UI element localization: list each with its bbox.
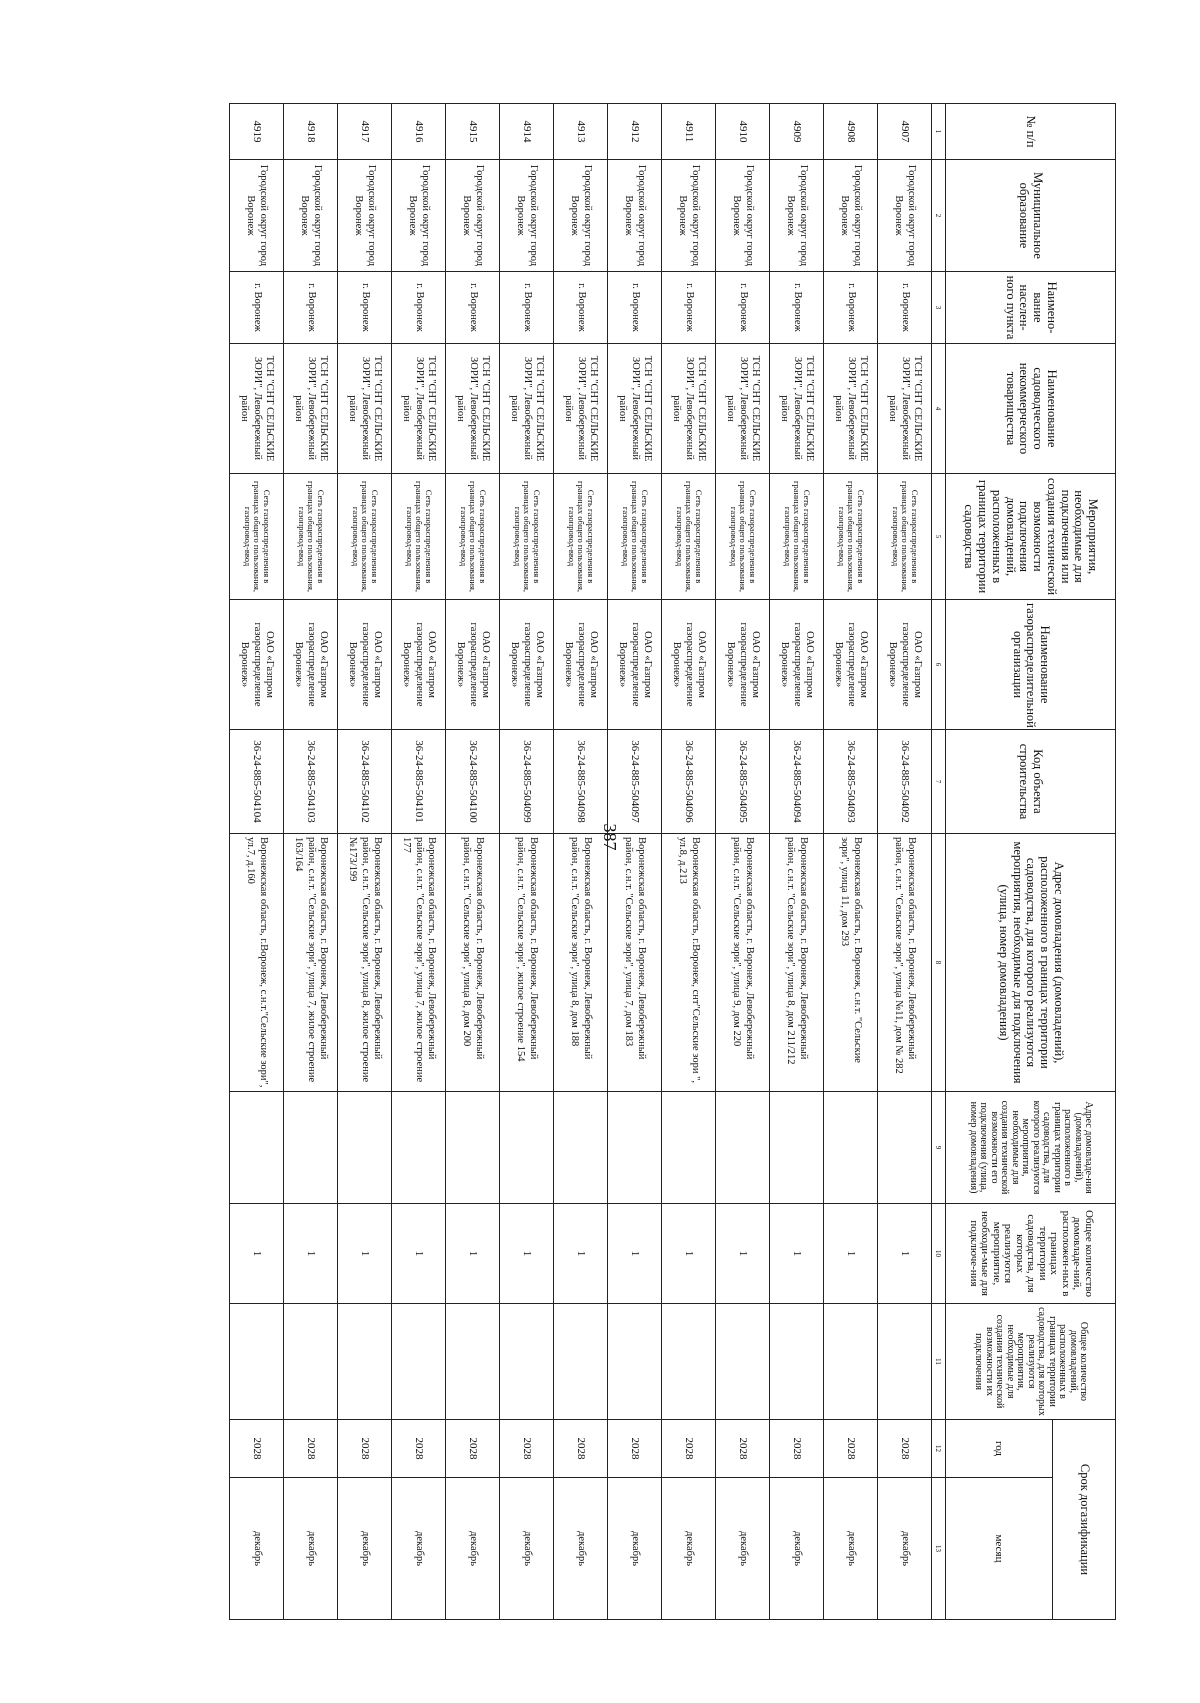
total-connect-cell: 1 xyxy=(500,1204,554,1304)
column-index-cell: 11 xyxy=(932,1304,946,1420)
row-num: 4919 xyxy=(230,104,284,160)
partnership-cell: ТСН "СНТ СЕЛЬСКИЕ ЗОРИ", Левобережный район xyxy=(608,344,662,474)
month-cell: декабрь xyxy=(716,1478,770,1620)
settlement-cell: г. Воронеж xyxy=(500,272,554,344)
month-cell: декабрь xyxy=(446,1478,500,1620)
row-num: 4917 xyxy=(338,104,392,160)
total-connect-cell: 1 xyxy=(338,1204,392,1304)
total-connect-cell: 1 xyxy=(716,1204,770,1304)
gas-org-cell: ОАО «Газпром газораспределение Воронеж» xyxy=(392,600,446,730)
settlement-cell: г. Воронеж xyxy=(392,272,446,344)
month-cell: декабрь xyxy=(338,1478,392,1620)
address-alt-cell xyxy=(230,1092,284,1204)
header-object-code: Код объекта строительства xyxy=(946,730,1116,834)
gas-org-cell: ОАО «Газпром газораспределение Воронеж» xyxy=(338,600,392,730)
address-cell: Воронежская область, г. Воронеж, с.н.т. "Сельские зори", улица 11, дом 293 xyxy=(824,834,878,1092)
header-total-connect: Общее количество домовладе-ний, расположен-ных в границах территории садоводства, для которых реализуются мероприятие, необходи-мые для подключе-ния xyxy=(946,1204,1116,1304)
partnership-cell: ТСН "СНТ СЕЛЬСКИЕ ЗОРИ", Левобережный район xyxy=(230,344,284,474)
measures-cell: Сеть газораспределения в границах общего пользования, газопровод-ввод xyxy=(392,474,446,600)
partnership-cell: ТСН "СНТ СЕЛЬСКИЕ ЗОРИ", Левобережный район xyxy=(878,344,932,474)
partnership-cell: ТСН "СНТ СЕЛЬСКИЕ ЗОРИ", Левобережный район xyxy=(554,344,608,474)
municipality-cell: Городской округ город Воронеж xyxy=(554,160,608,272)
settlement-cell: г. Воронеж xyxy=(770,272,824,344)
table-row xyxy=(878,104,932,1620)
total-create-cell xyxy=(608,1304,662,1420)
measures-cell: Сеть газораспределения в границах общего пользования, газопровод-ввод xyxy=(716,474,770,600)
row-num: 4907 xyxy=(878,104,932,160)
month-cell: декабрь xyxy=(770,1478,824,1620)
gas-org-cell: ОАО «Газпром газораспределение Воронеж» xyxy=(878,600,932,730)
total-connect-cell: 1 xyxy=(878,1204,932,1304)
address-alt-cell xyxy=(554,1092,608,1204)
column-index-cell: 6 xyxy=(932,600,946,730)
column-index-cell: 7 xyxy=(932,730,946,834)
address-alt-cell xyxy=(338,1092,392,1204)
column-index-cell: 13 xyxy=(932,1478,946,1620)
header-municipality: Муниципальное образование xyxy=(946,160,1116,272)
header-deadline: Срок догазификации xyxy=(1053,1420,1116,1620)
settlement-cell: г. Воронеж xyxy=(338,272,392,344)
gas-org-cell: ОАО «Газпром газораспределение Воронеж» xyxy=(608,600,662,730)
gas-org-cell: ОАО «Газпром газораспределение Воронеж» xyxy=(446,600,500,730)
address-cell: Воронежская область, г. Воронеж, Левобережный район, с.н.т. "Сельские зори", жилое строение 154 xyxy=(500,834,554,1092)
settlement-cell: г. Воронеж xyxy=(446,272,500,344)
table-row xyxy=(284,104,338,1620)
year-cell: 2028 xyxy=(500,1420,554,1478)
total-create-cell xyxy=(824,1304,878,1420)
total-create-cell xyxy=(284,1304,338,1420)
row-num: 4911 xyxy=(662,104,716,160)
year-cell: 2028 xyxy=(392,1420,446,1478)
total-connect-cell: 1 xyxy=(824,1204,878,1304)
total-create-cell xyxy=(230,1304,284,1420)
address-cell: Воронежская область, г. Воронеж, Левобережный район, с.н.т. "Сельские зори", улица 8, жилое строение №173/199 xyxy=(338,834,392,1092)
address-alt-cell xyxy=(770,1092,824,1204)
table-row xyxy=(230,104,284,1620)
address-cell: Воронежская область, г. Воронеж, Левобережный район, с.н.т. "Сельские зори", улица 7, жилое строение 177 xyxy=(392,834,446,1092)
settlement-cell: г. Воронеж xyxy=(554,272,608,344)
settlement-cell: г. Воронеж xyxy=(284,272,338,344)
column-index-row xyxy=(932,104,946,1620)
address-alt-cell xyxy=(824,1092,878,1204)
column-index-cell: 1 xyxy=(932,104,946,160)
column-index-cell: 5 xyxy=(932,474,946,600)
object-code-cell: 36-24-885-504092 xyxy=(878,730,932,834)
table-row xyxy=(338,104,392,1620)
total-connect-cell: 1 xyxy=(770,1204,824,1304)
address-alt-cell xyxy=(446,1092,500,1204)
year-cell: 2028 xyxy=(446,1420,500,1478)
municipality-cell: Городской округ город Воронеж xyxy=(662,160,716,272)
total-create-cell xyxy=(770,1304,824,1420)
year-cell: 2028 xyxy=(338,1420,392,1478)
rotated-table-page xyxy=(113,103,1116,1619)
month-cell: декабрь xyxy=(284,1478,338,1620)
header-month: месяц xyxy=(946,1478,1053,1620)
total-connect-cell: 1 xyxy=(284,1204,338,1304)
address-cell: Воронежская область, г. Воронеж, Левобережный район, с.н.т. "Сельские зори", улица 7, жилое строение 163/164 xyxy=(284,834,338,1092)
header-year: год xyxy=(946,1420,1053,1478)
object-code-cell: 36-24-885-504094 xyxy=(770,730,824,834)
row-num: 4909 xyxy=(770,104,824,160)
address-cell: Воронежская область, г. Воронеж, Левобережный район, с.н.т. "Сельские зори", улица 8, дом 211/212 xyxy=(770,834,824,1092)
table-row xyxy=(608,104,662,1620)
year-cell: 2028 xyxy=(662,1420,716,1478)
row-num: 4918 xyxy=(284,104,338,160)
total-create-cell xyxy=(500,1304,554,1420)
municipality-cell: Городской округ город Воронеж xyxy=(392,160,446,272)
measures-cell: Сеть газораспределения в границах общего пользования, газопровод-ввод xyxy=(446,474,500,600)
month-cell: декабрь xyxy=(662,1478,716,1620)
year-cell: 2028 xyxy=(284,1420,338,1478)
municipality-cell: Городской округ город Воронеж xyxy=(824,160,878,272)
municipality-cell: Городской округ город Воронеж xyxy=(230,160,284,272)
total-create-cell xyxy=(338,1304,392,1420)
total-connect-cell: 1 xyxy=(230,1204,284,1304)
measures-cell: Сеть газораспределения в границах общего пользования, газопровод-ввод xyxy=(662,474,716,600)
municipality-cell: Городской округ город Воронеж xyxy=(500,160,554,272)
municipality-cell: Городской округ город Воронеж xyxy=(338,160,392,272)
partnership-cell: ТСН "СНТ СЕЛЬСКИЕ ЗОРИ", Левобережный район xyxy=(824,344,878,474)
year-cell: 2028 xyxy=(878,1420,932,1478)
object-code-cell: 36-24-885-504099 xyxy=(500,730,554,834)
gas-org-cell: ОАО «Газпром газораспределение Воронеж» xyxy=(824,600,878,730)
municipality-cell: Городской округ город Воронеж xyxy=(770,160,824,272)
header-partnership: Наименование садоводческого некоммерческого товарищества xyxy=(946,344,1116,474)
column-index-cell: 10 xyxy=(932,1204,946,1304)
month-cell: декабрь xyxy=(500,1478,554,1620)
partnership-cell: ТСН "СНТ СЕЛЬСКИЕ ЗОРИ", Левобережный район xyxy=(392,344,446,474)
settlement-cell: г. Воронеж xyxy=(230,272,284,344)
total-connect-cell: 1 xyxy=(392,1204,446,1304)
year-cell: 2028 xyxy=(230,1420,284,1478)
total-connect-cell: 1 xyxy=(446,1204,500,1304)
year-cell: 2028 xyxy=(608,1420,662,1478)
address-alt-cell xyxy=(716,1092,770,1204)
gas-org-cell: ОАО «Газпром газораспределение Воронеж» xyxy=(230,600,284,730)
header-num: № п/п xyxy=(946,104,1116,160)
total-create-cell xyxy=(716,1304,770,1420)
total-create-cell xyxy=(392,1304,446,1420)
table-row xyxy=(824,104,878,1620)
row-num: 4913 xyxy=(554,104,608,160)
municipality-cell: Городской округ город Воронеж xyxy=(878,160,932,272)
row-num: 4912 xyxy=(608,104,662,160)
row-num: 4910 xyxy=(716,104,770,160)
address-cell: Воронежская область, г. Воронеж, Левобережный район, с.н.т. "Сельские зори", улица 8, дом 188 xyxy=(554,834,608,1092)
page-number: 387 xyxy=(600,823,620,851)
address-alt-cell xyxy=(878,1092,932,1204)
settlement-cell: г. Воронеж xyxy=(878,272,932,344)
object-code-cell: 36-24-885-504096 xyxy=(662,730,716,834)
table-row xyxy=(500,104,554,1620)
gas-org-cell: ОАО «Газпром газораспределение Воронеж» xyxy=(716,600,770,730)
address-alt-cell xyxy=(608,1092,662,1204)
total-create-cell xyxy=(662,1304,716,1420)
measures-cell: Сеть газораспределения в границах общего пользования, газопровод-ввод xyxy=(554,474,608,600)
address-cell: Воронежская область, г.Воронеж, снт"Сельские зори ", ул.8, д.213 xyxy=(662,834,716,1092)
month-cell: декабрь xyxy=(554,1478,608,1620)
settlement-cell: г. Воронеж xyxy=(608,272,662,344)
measures-cell: Сеть газораспределения в границах общего пользования, газопровод-ввод xyxy=(338,474,392,600)
object-code-cell: 36-24-885-504103 xyxy=(284,730,338,834)
partnership-cell: ТСН "СНТ СЕЛЬСКИЕ ЗОРИ", Левобережный район xyxy=(662,344,716,474)
month-cell: декабрь xyxy=(824,1478,878,1620)
address-alt-cell xyxy=(284,1092,338,1204)
object-code-cell: 36-24-885-504098 xyxy=(554,730,608,834)
column-index-cell: 9 xyxy=(932,1092,946,1204)
address-alt-cell xyxy=(662,1092,716,1204)
header-settlement: Наимено-вание населен-ного пункта xyxy=(946,272,1116,344)
total-create-cell xyxy=(554,1304,608,1420)
municipality-cell: Городской округ город Воронеж xyxy=(284,160,338,272)
address-cell: Воронежская область, г. Воронеж, Левобережный район, с.н.т. "Сельские зори", улица 9, дом 220 xyxy=(716,834,770,1092)
column-index-cell: 12 xyxy=(932,1420,946,1478)
table-row xyxy=(446,104,500,1620)
year-cell: 2028 xyxy=(770,1420,824,1478)
municipality-cell: Городской округ город Воронеж xyxy=(446,160,500,272)
header-total-create: Общее количество домовладений, расположенных в границах территории садоводства, для которых реализуются мероприятия, необходимые для создания технической возможности их подключения xyxy=(946,1304,1116,1420)
address-cell: Воронежская область, г.Воронеж, с.н.т."Сельские зори", ул.7, д.160 xyxy=(230,834,284,1092)
partnership-cell: ТСН "СНТ СЕЛЬСКИЕ ЗОРИ", Левобережный район xyxy=(500,344,554,474)
table-row xyxy=(554,104,608,1620)
row-num: 4916 xyxy=(392,104,446,160)
year-cell: 2028 xyxy=(554,1420,608,1478)
partnership-cell: ТСН "СНТ СЕЛЬСКИЕ ЗОРИ", Левобережный район xyxy=(446,344,500,474)
object-code-cell: 36-24-885-504093 xyxy=(824,730,878,834)
gas-org-cell: ОАО «Газпром газораспределение Воронеж» xyxy=(500,600,554,730)
object-code-cell: 36-24-885-504097 xyxy=(608,730,662,834)
year-cell: 2028 xyxy=(824,1420,878,1478)
total-create-cell xyxy=(446,1304,500,1420)
address-cell: Воронежская область, г. Воронеж, Левобережный район, с.н.т. "Сельские зори", улица 7, дом 183 xyxy=(608,834,662,1092)
gas-org-cell: ОАО «Газпром газораспределение Воронеж» xyxy=(554,600,608,730)
column-index-cell: 3 xyxy=(932,272,946,344)
header-address-alt: Адрес домовладе-ния (домовладений), расположенного в границах территории садоводства, для которого реализуются мероприятия, необходимые для создания технической возможности его подключения (улица, номер домовладения) xyxy=(946,1092,1116,1204)
month-cell: декабрь xyxy=(608,1478,662,1620)
address-cell: Воронежская область, г. Воронеж, Левобережный район, с.н.т. "Сельские зори", улица 8, дом 200 xyxy=(446,834,500,1092)
gas-org-cell: ОАО «Газпром газораспределение Воронеж» xyxy=(770,600,824,730)
measures-cell: Сеть газораспределения в границах общего пользования, газопровод-ввод xyxy=(500,474,554,600)
measures-cell: Сеть газораспределения в границах общего пользования, газопровод-ввод xyxy=(770,474,824,600)
total-connect-cell: 1 xyxy=(554,1204,608,1304)
header-address: Адрес домовладения (домовладений), расположенного в границах территории садоводства, для которого реализуются мероприятия, необходимые для подключения (улица, номер домовладения) xyxy=(946,834,1116,1092)
measures-cell: Сеть газораспределения в границах общего пользования, газопровод-ввод xyxy=(230,474,284,600)
total-create-cell xyxy=(878,1304,932,1420)
year-cell: 2028 xyxy=(716,1420,770,1478)
gasification-table xyxy=(229,103,1116,1620)
settlement-cell: г. Воронеж xyxy=(662,272,716,344)
measures-cell: Сеть газораспределения в границах общего пользования, газопровод-ввод xyxy=(824,474,878,600)
partnership-cell: ТСН "СНТ СЕЛЬСКИЕ ЗОРИ", Левобережный район xyxy=(284,344,338,474)
total-connect-cell: 1 xyxy=(662,1204,716,1304)
object-code-cell: 36-24-885-504104 xyxy=(230,730,284,834)
address-cell: Воронежская область, г. Воронеж, Левобережный район, с.н.т. "Сельские зори", улица №11, дом № 282 xyxy=(878,834,932,1092)
header-gas-org: Наименование газораспределительной организации xyxy=(946,600,1116,730)
gas-org-cell: ОАО «Газпром газораспределение Воронеж» xyxy=(284,600,338,730)
measures-cell: Сеть газораспределения в границах общего пользования, газопровод-ввод xyxy=(878,474,932,600)
column-index-cell: 4 xyxy=(932,344,946,474)
month-cell: декабрь xyxy=(878,1478,932,1620)
address-alt-cell xyxy=(392,1092,446,1204)
address-alt-cell xyxy=(500,1092,554,1204)
month-cell: декабрь xyxy=(230,1478,284,1620)
column-index-cell: 2 xyxy=(932,160,946,272)
row-num: 4908 xyxy=(824,104,878,160)
object-code-cell: 36-24-885-504102 xyxy=(338,730,392,834)
municipality-cell: Городской округ город Воронеж xyxy=(716,160,770,272)
object-code-cell: 36-24-885-504100 xyxy=(446,730,500,834)
partnership-cell: ТСН "СНТ СЕЛЬСКИЕ ЗОРИ", Левобережный район xyxy=(716,344,770,474)
header-measures: Мероприятия, необходимые для подключения или создания технической возможности подключения домовладений, расположенных в границах территории садоводства xyxy=(946,474,1116,600)
municipality-cell: Городской округ город Воронеж xyxy=(608,160,662,272)
column-index-cell: 8 xyxy=(932,834,946,1092)
object-code-cell: 36-24-885-504095 xyxy=(716,730,770,834)
month-cell: декабрь xyxy=(392,1478,446,1620)
table-row xyxy=(716,104,770,1620)
table-row xyxy=(770,104,824,1620)
settlement-cell: г. Воронеж xyxy=(716,272,770,344)
row-num: 4915 xyxy=(446,104,500,160)
measures-cell: Сеть газораспределения в границах общего пользования, газопровод-ввод xyxy=(284,474,338,600)
measures-cell: Сеть газораспределения в границах общего пользования, газопровод-ввод xyxy=(608,474,662,600)
partnership-cell: ТСН "СНТ СЕЛЬСКИЕ ЗОРИ", Левобережный район xyxy=(770,344,824,474)
gas-org-cell: ОАО «Газпром газораспределение Воронеж» xyxy=(662,600,716,730)
object-code-cell: 36-24-885-504101 xyxy=(392,730,446,834)
table-row xyxy=(392,104,446,1620)
table-row xyxy=(662,104,716,1620)
partnership-cell: ТСН "СНТ СЕЛЬСКИЕ ЗОРИ", Левобережный район xyxy=(338,344,392,474)
settlement-cell: г. Воронеж xyxy=(824,272,878,344)
total-connect-cell: 1 xyxy=(608,1204,662,1304)
row-num: 4914 xyxy=(500,104,554,160)
